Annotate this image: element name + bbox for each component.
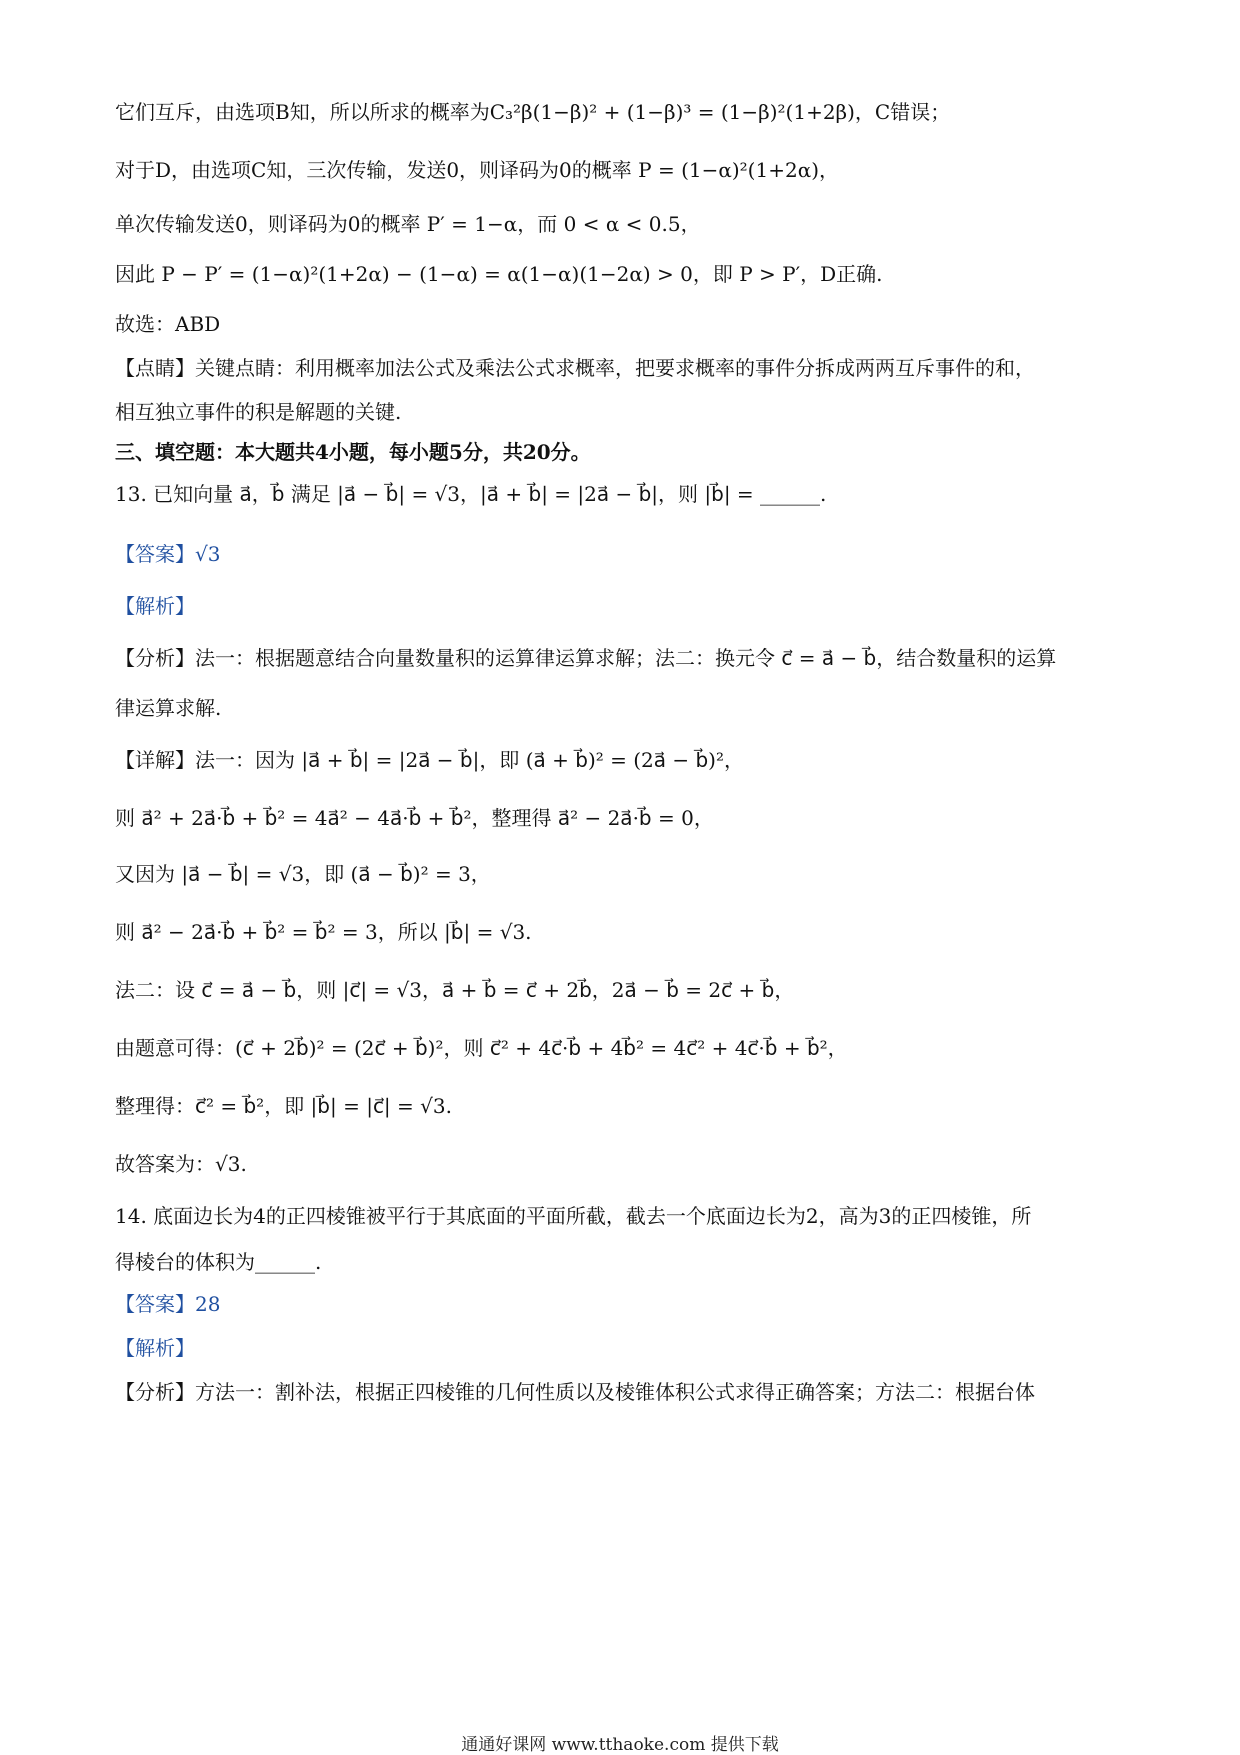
text-line: 由题意可得：(c⃗ + 2b⃗)² = (2c⃗ + b⃗)²，则 c⃗² + 4c⃗·b⃗ + 4b⃗² = 4c⃗² + 4c⃗·b⃗ + b⃗²， [115,1036,848,1060]
text-line: 相互独立事件的积是解题的关键. [115,400,402,424]
answer-label: 【答案】28 [115,1292,221,1316]
text-line: 得棱台的体积为______. [115,1250,322,1274]
text-line: 又因为 |a⃗ − b⃗| = √3，即 (a⃗ − b⃗)² = 3， [115,862,491,886]
text-line: 单次传输发送0，则译码为0的概率 P′ = 1−α，而 0 < α < 0.5， [115,212,701,236]
section-heading: 三、填空题：本大题共4小题，每小题5分，共20分。 [115,440,591,464]
text-line: 则 a⃗² − 2a⃗·b⃗ + b⃗² = b⃗² = 3，所以 |b⃗| = √3. [115,920,532,944]
text-line: 因此 P − P′ = (1−α)²(1+2α) − (1−α) = α(1−α)(1−2α) > 0，即 P > P′，D正确. [115,262,883,286]
footer-watermark: 通通好课网 www.tthaoke.com 提供下载 [461,1735,779,1755]
text-line: 则 a⃗² + 2a⃗·b⃗ + b⃗² = 4a⃗² − 4a⃗·b⃗ + b⃗²，整理得 a⃗² − 2a⃗·b⃗ = 0， [115,806,714,830]
analysis-label: 【解析】 [115,1336,195,1360]
text-line: 整理得：c⃗² = b⃗²，即 |b⃗| = |c⃗| = √3. [115,1094,452,1118]
text-line: 【点睛】关键点睛：利用概率加法公式及乘法公式求概率，把要求概率的事件分拆成两两互斥事件的和， [115,356,1035,380]
text-line: 【分析】方法一：割补法，根据正四棱锥的几何性质以及棱锥体积公式求得正确答案；方法二：根据台体 [115,1380,1035,1404]
text-line: 对于D，由选项C知，三次传输，发送0，则译码为0的概率 P = (1−α)²(1+2α)， [115,158,840,182]
text-line: 律运算求解. [115,696,222,720]
question-13: 13. 已知向量 a⃗，b⃗ 满足 |a⃗ − b⃗| = √3，|a⃗ + b⃗| = |2a⃗ − b⃗|，则 |b⃗| = ______. [115,482,827,506]
text-line: 故选：ABD [115,312,221,336]
question-14: 14. 底面边长为4的正四棱锥被平行于其底面的平面所截，截去一个底面边长为2，高为3的正四棱锥，所 [115,1204,1032,1228]
text-line: 故答案为：√3. [115,1152,247,1176]
text-line: 它们互斥，由选项B知，所以所求的概率为C₃²β(1−β)² + (1−β)³ = (1−β)²(1+2β)，C错误； [115,100,951,124]
text-line: 法二：设 c⃗ = a⃗ − b⃗，则 |c⃗| = √3，a⃗ + b⃗ = c⃗ + 2b⃗，2a⃗ − b⃗ = 2c⃗ + b⃗， [115,978,795,1002]
text-line: 【详解】法一：因为 |a⃗ + b⃗| = |2a⃗ − b⃗|，即 (a⃗ + b⃗)² = (2a⃗ − b⃗)²， [115,748,745,772]
analysis-label: 【解析】 [115,594,195,618]
answer-label: 【答案】√3 [115,542,221,566]
text-line: 【分析】法一：根据题意结合向量数量积的运算律运算求解；法二：换元令 c⃗ = a⃗ − b⃗，结合数量积的运算 [115,646,1057,670]
